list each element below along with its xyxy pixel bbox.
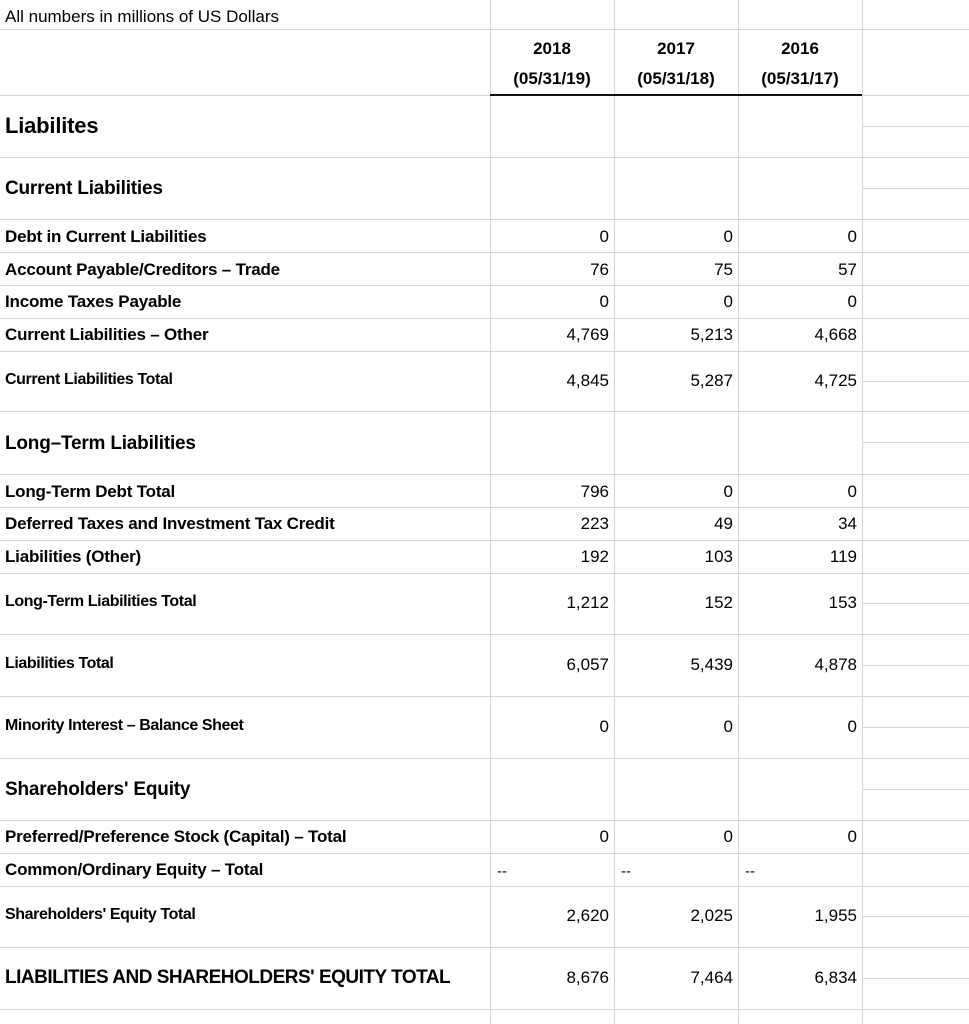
- cell-value: 0: [847, 827, 857, 846]
- cell-value: 5,213: [690, 325, 733, 344]
- cell-value: 796: [580, 482, 609, 501]
- grid-row-line: [0, 886, 969, 887]
- grid-row-line: [0, 696, 969, 697]
- cell-value: 0: [847, 482, 857, 501]
- cell-value: 152: [704, 593, 733, 612]
- cell-value: 2,620: [566, 906, 609, 925]
- cell-value: 76: [590, 260, 609, 279]
- header-year-2018: 2018: [533, 39, 571, 58]
- cell-value: 0: [723, 717, 733, 736]
- grid-row-line: [0, 820, 969, 821]
- current-liabilities-title: Current Liabilities: [5, 178, 163, 199]
- grid-row-line: [0, 285, 969, 286]
- grid-row-line: [862, 665, 969, 666]
- header-date-2017: (05/31/18): [637, 69, 715, 88]
- grid-col-line: [614, 0, 615, 1024]
- cell-value: 4,668: [814, 325, 857, 344]
- row-label: Preferred/Preference Stock (Capital) – Total: [5, 827, 347, 846]
- grid-row-line: [0, 1009, 969, 1010]
- cell-value: 0: [599, 292, 609, 311]
- cell-value: 7,464: [690, 968, 733, 987]
- row-label: Current Liabilities – Other: [5, 325, 209, 344]
- header-date-2018: (05/31/19): [513, 69, 591, 88]
- grid-row-line: [0, 219, 969, 220]
- grid-row-line: [862, 95, 969, 96]
- grid-row-line: [0, 540, 969, 541]
- grid-row-line: [0, 318, 969, 319]
- cell-value: 5,287: [690, 371, 733, 390]
- long-term-liabilities-title: Long–Term Liabilities: [5, 433, 196, 454]
- cell-value: 75: [714, 260, 733, 279]
- cell-value: --: [497, 863, 507, 880]
- grid-row-line: [862, 188, 969, 189]
- grid-row-line: [862, 442, 969, 443]
- grid-row-line: [0, 573, 969, 574]
- grid-row-line: [862, 916, 969, 917]
- header-year-2017: 2017: [657, 39, 695, 58]
- row-label: Common/Ordinary Equity – Total: [5, 860, 264, 879]
- cell-value: 0: [599, 827, 609, 846]
- grid-col-line: [862, 0, 863, 1024]
- grid-row-line: [0, 411, 969, 412]
- row-label: Debt in Current Liabilities: [5, 227, 207, 246]
- cell-value: 119: [829, 547, 857, 566]
- header-date-2016: (05/31/17): [761, 69, 839, 88]
- cell-value: 192: [580, 547, 609, 566]
- cell-value: 6,057: [566, 655, 609, 674]
- cell-value: 1,212: [566, 593, 609, 612]
- grid-row-line: [0, 95, 490, 96]
- grid-col-line: [738, 0, 739, 1024]
- grid-row-line: [0, 507, 969, 508]
- header-underline: [490, 94, 862, 96]
- grid-row-line: [0, 157, 969, 158]
- grid-row-line: [0, 634, 969, 635]
- cell-value: 4,725: [814, 371, 857, 390]
- cell-value: 0: [847, 717, 857, 736]
- grid-row-line: [862, 126, 969, 127]
- cell-value: 1,955: [814, 906, 857, 925]
- grid-row-line: [0, 853, 969, 854]
- cell-value: 0: [847, 292, 857, 311]
- cell-value: 8,676: [566, 968, 609, 987]
- grand-total-label: LIABILITIES AND SHAREHOLDERS' EQUITY TOTAL: [5, 967, 451, 988]
- cell-value: --: [621, 863, 631, 880]
- cell-value: 0: [723, 827, 733, 846]
- grid-row-line: [862, 978, 969, 979]
- grid-row-line: [862, 727, 969, 728]
- cell-value: 223: [580, 514, 609, 533]
- liabilities-total-label: Liabilities Total: [5, 655, 114, 672]
- cell-value: 4,769: [566, 325, 609, 344]
- cell-value: 0: [723, 482, 733, 501]
- cell-value: 0: [599, 717, 609, 736]
- grid-row-line: [0, 351, 969, 352]
- row-label: Income Taxes Payable: [5, 292, 182, 311]
- grid-row-line: [0, 29, 969, 30]
- current-liabilities-total-label: Current Liabilities Total: [5, 371, 173, 388]
- cell-value: 0: [847, 227, 857, 246]
- row-label: Account Payable/Creditors – Trade: [5, 260, 280, 279]
- grid-row-line: [862, 381, 969, 382]
- units-note: All numbers in millions of US Dollars: [5, 7, 279, 26]
- cell-value: 5,439: [690, 655, 733, 674]
- row-label: Long-Term Debt Total: [5, 482, 176, 501]
- minority-interest-label: Minority Interest – Balance Sheet: [5, 717, 244, 734]
- row-label: Liabilities (Other): [5, 547, 141, 566]
- cell-value: 4,878: [814, 655, 857, 674]
- header-year-2016: 2016: [781, 39, 819, 58]
- cell-value: 103: [704, 547, 733, 566]
- cell-value: 2,025: [690, 906, 733, 925]
- shareholders-equity-title: Shareholders' Equity: [5, 779, 191, 800]
- cell-value: 153: [828, 593, 857, 612]
- cell-value: 0: [599, 227, 609, 246]
- grid-row-line: [0, 758, 969, 759]
- grid-row-line: [0, 252, 969, 253]
- cell-value: 6,834: [814, 968, 857, 987]
- liabilities-title: Liabilites: [5, 113, 99, 138]
- grid-row-line: [862, 603, 969, 604]
- grid-row-line: [0, 474, 969, 475]
- cell-value: 49: [714, 514, 733, 533]
- long-term-liabilities-total-label: Long-Term Liabilities Total: [5, 593, 197, 610]
- cell-value: 34: [838, 514, 857, 533]
- cell-value: --: [745, 863, 755, 880]
- grid-row-line: [862, 789, 969, 790]
- grid-row-line: [0, 947, 969, 948]
- shareholders-equity-total-label: Shareholders' Equity Total: [5, 906, 196, 923]
- grid-col-line: [490, 0, 491, 1024]
- cell-value: 57: [838, 260, 857, 279]
- cell-value: 0: [723, 292, 733, 311]
- row-label: Deferred Taxes and Investment Tax Credit: [5, 514, 335, 533]
- cell-value: 4,845: [566, 371, 609, 390]
- cell-value: 0: [723, 227, 733, 246]
